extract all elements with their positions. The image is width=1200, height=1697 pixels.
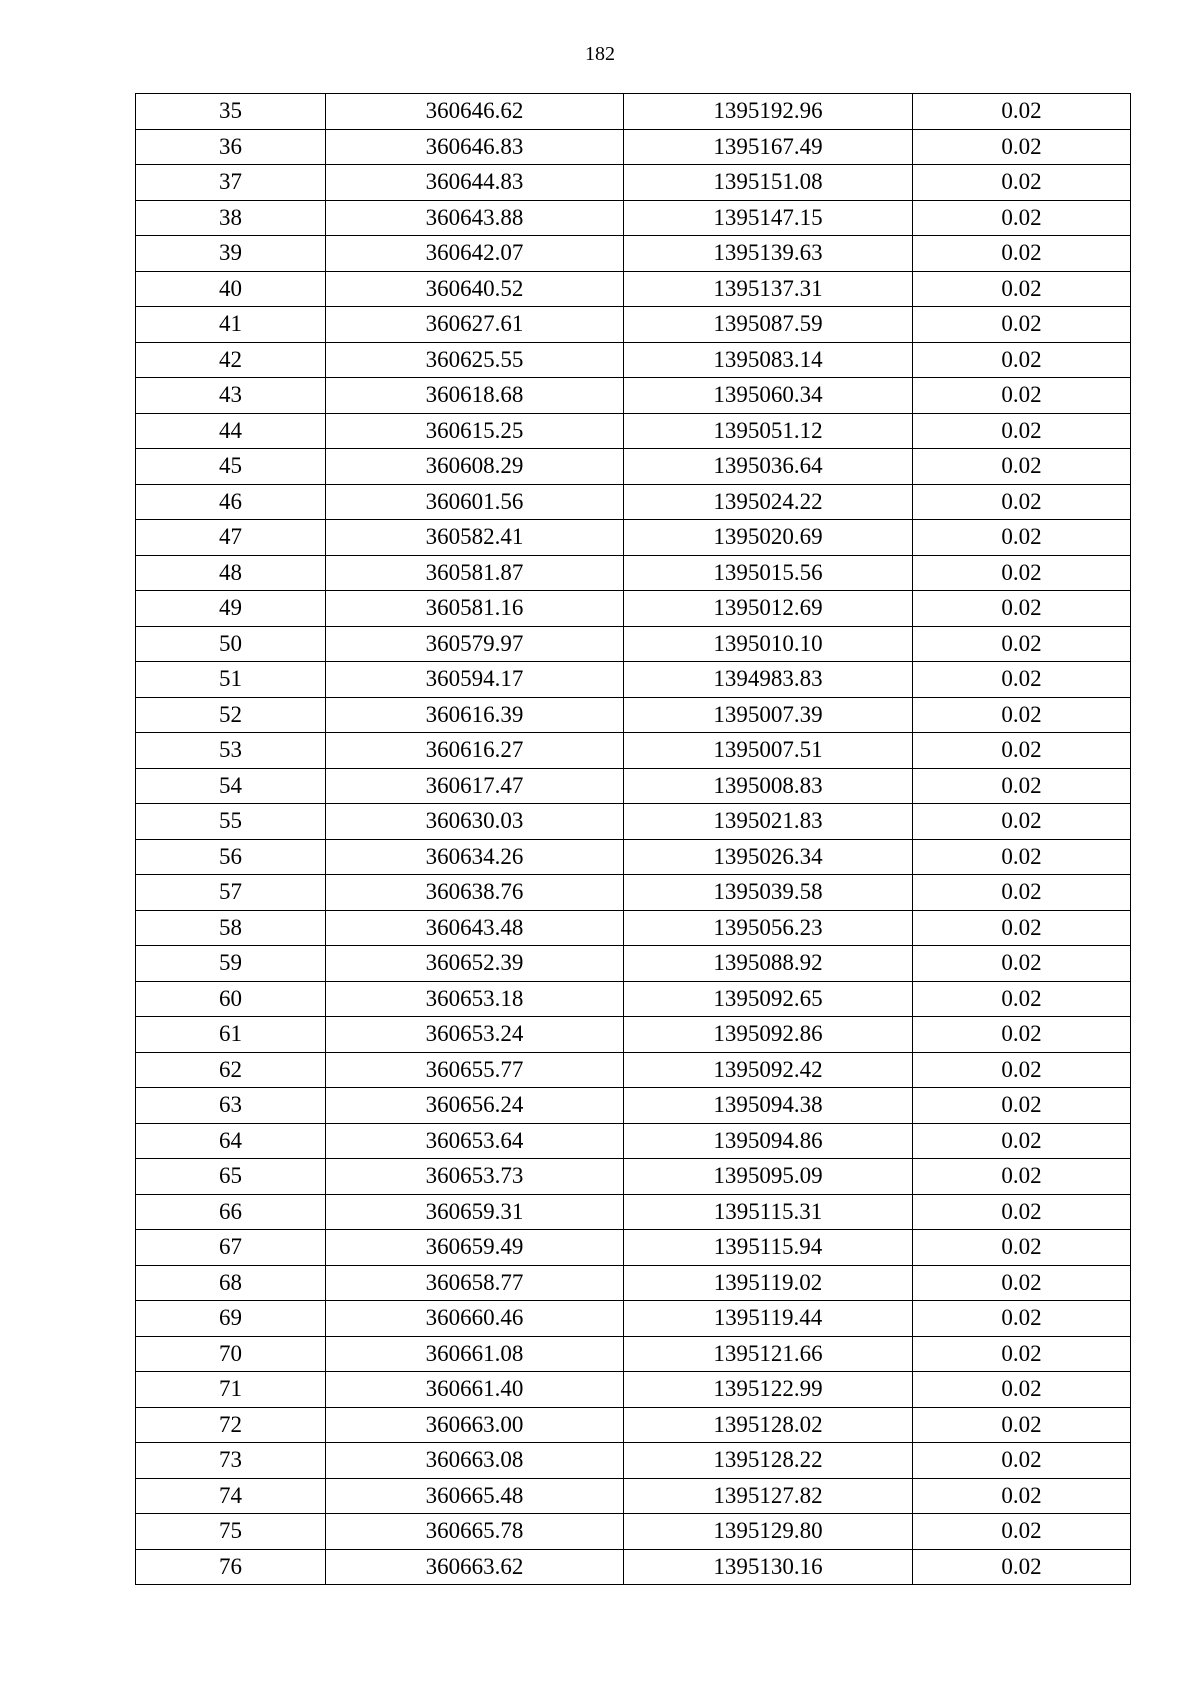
y-coordinate-cell: 1395088.92 xyxy=(624,946,913,982)
point-number-cell: 47 xyxy=(136,520,326,556)
point-number-cell: 48 xyxy=(136,555,326,591)
y-coordinate-cell: 1395020.69 xyxy=(624,520,913,556)
point-number-cell: 58 xyxy=(136,910,326,946)
x-coordinate-cell: 360618.68 xyxy=(326,378,624,414)
table-row xyxy=(136,662,1131,698)
y-coordinate-cell: 1395119.44 xyxy=(624,1301,913,1337)
x-coordinate-cell: 360643.88 xyxy=(326,200,624,236)
error-value-cell: 0.02 xyxy=(913,1123,1131,1159)
error-value-cell: 0.02 xyxy=(913,591,1131,627)
point-number-cell: 63 xyxy=(136,1088,326,1124)
y-coordinate-cell: 1395192.96 xyxy=(624,94,913,130)
point-number-cell: 37 xyxy=(136,165,326,201)
table-row xyxy=(136,129,1131,165)
table-row xyxy=(136,839,1131,875)
error-value-cell: 0.02 xyxy=(913,1301,1131,1337)
x-coordinate-cell: 360640.52 xyxy=(326,271,624,307)
y-coordinate-cell: 1395128.22 xyxy=(624,1443,913,1479)
y-coordinate-cell: 1395115.31 xyxy=(624,1194,913,1230)
error-value-cell: 0.02 xyxy=(913,1407,1131,1443)
x-coordinate-cell: 360658.77 xyxy=(326,1265,624,1301)
x-coordinate-cell: 360646.62 xyxy=(326,94,624,130)
y-coordinate-cell: 1395060.34 xyxy=(624,378,913,414)
x-coordinate-cell: 360616.27 xyxy=(326,733,624,769)
error-value-cell: 0.02 xyxy=(913,1017,1131,1053)
x-coordinate-cell: 360630.03 xyxy=(326,804,624,840)
y-coordinate-cell: 1395010.10 xyxy=(624,626,913,662)
table-row xyxy=(136,1017,1131,1053)
y-coordinate-cell: 1395167.49 xyxy=(624,129,913,165)
y-coordinate-cell: 1395015.56 xyxy=(624,555,913,591)
x-coordinate-cell: 360656.24 xyxy=(326,1088,624,1124)
point-number-cell: 59 xyxy=(136,946,326,982)
x-coordinate-cell: 360646.83 xyxy=(326,129,624,165)
point-number-cell: 71 xyxy=(136,1372,326,1408)
y-coordinate-cell: 1395151.08 xyxy=(624,165,913,201)
point-number-cell: 43 xyxy=(136,378,326,414)
y-coordinate-cell: 1395094.38 xyxy=(624,1088,913,1124)
table-row xyxy=(136,1443,1131,1479)
x-coordinate-cell: 360581.87 xyxy=(326,555,624,591)
error-value-cell: 0.02 xyxy=(913,1088,1131,1124)
point-number-cell: 73 xyxy=(136,1443,326,1479)
x-coordinate-cell: 360627.61 xyxy=(326,307,624,343)
error-value-cell: 0.02 xyxy=(913,1194,1131,1230)
table-row xyxy=(136,591,1131,627)
error-value-cell: 0.02 xyxy=(913,1159,1131,1195)
y-coordinate-cell: 1395092.42 xyxy=(624,1052,913,1088)
x-coordinate-cell: 360655.77 xyxy=(326,1052,624,1088)
error-value-cell: 0.02 xyxy=(913,520,1131,556)
point-number-cell: 60 xyxy=(136,981,326,1017)
x-coordinate-cell: 360625.55 xyxy=(326,342,624,378)
coordinates-table-body xyxy=(136,94,1131,1585)
error-value-cell: 0.02 xyxy=(913,449,1131,485)
point-number-cell: 57 xyxy=(136,875,326,911)
error-value-cell: 0.02 xyxy=(913,1478,1131,1514)
x-coordinate-cell: 360661.08 xyxy=(326,1336,624,1372)
table-row xyxy=(136,555,1131,591)
x-coordinate-cell: 360652.39 xyxy=(326,946,624,982)
point-number-cell: 45 xyxy=(136,449,326,485)
error-value-cell: 0.02 xyxy=(913,981,1131,1017)
table-row xyxy=(136,981,1131,1017)
x-coordinate-cell: 360615.25 xyxy=(326,413,624,449)
table-row xyxy=(136,1301,1131,1337)
y-coordinate-cell: 1395021.83 xyxy=(624,804,913,840)
table-row xyxy=(136,1549,1131,1585)
x-coordinate-cell: 360579.97 xyxy=(326,626,624,662)
error-value-cell: 0.02 xyxy=(913,839,1131,875)
error-value-cell: 0.02 xyxy=(913,1549,1131,1585)
y-coordinate-cell: 1395056.23 xyxy=(624,910,913,946)
y-coordinate-cell: 1395024.22 xyxy=(624,484,913,520)
error-value-cell: 0.02 xyxy=(913,875,1131,911)
table-row xyxy=(136,94,1131,130)
x-coordinate-cell: 360653.24 xyxy=(326,1017,624,1053)
table-row xyxy=(136,1194,1131,1230)
coordinates-table xyxy=(135,93,1131,1585)
error-value-cell: 0.02 xyxy=(913,1443,1131,1479)
error-value-cell: 0.02 xyxy=(913,768,1131,804)
point-number-cell: 35 xyxy=(136,94,326,130)
error-value-cell: 0.02 xyxy=(913,662,1131,698)
error-value-cell: 0.02 xyxy=(913,165,1131,201)
x-coordinate-cell: 360661.40 xyxy=(326,1372,624,1408)
error-value-cell: 0.02 xyxy=(913,1372,1131,1408)
point-number-cell: 40 xyxy=(136,271,326,307)
error-value-cell: 0.02 xyxy=(913,697,1131,733)
x-coordinate-cell: 360601.56 xyxy=(326,484,624,520)
x-coordinate-cell: 360643.48 xyxy=(326,910,624,946)
point-number-cell: 69 xyxy=(136,1301,326,1337)
y-coordinate-cell: 1395137.31 xyxy=(624,271,913,307)
error-value-cell: 0.02 xyxy=(913,200,1131,236)
point-number-cell: 68 xyxy=(136,1265,326,1301)
point-number-cell: 66 xyxy=(136,1194,326,1230)
point-number-cell: 41 xyxy=(136,307,326,343)
y-coordinate-cell: 1395012.69 xyxy=(624,591,913,627)
table-row xyxy=(136,1514,1131,1550)
x-coordinate-cell: 360644.83 xyxy=(326,165,624,201)
y-coordinate-cell: 1395008.83 xyxy=(624,768,913,804)
y-coordinate-cell: 1395092.86 xyxy=(624,1017,913,1053)
x-coordinate-cell: 360663.62 xyxy=(326,1549,624,1585)
y-coordinate-cell: 1395007.39 xyxy=(624,697,913,733)
error-value-cell: 0.02 xyxy=(913,1230,1131,1266)
table-row xyxy=(136,1088,1131,1124)
table-row xyxy=(136,413,1131,449)
y-coordinate-cell: 1395119.02 xyxy=(624,1265,913,1301)
point-number-cell: 67 xyxy=(136,1230,326,1266)
y-coordinate-cell: 1395127.82 xyxy=(624,1478,913,1514)
error-value-cell: 0.02 xyxy=(913,129,1131,165)
point-number-cell: 72 xyxy=(136,1407,326,1443)
point-number-cell: 62 xyxy=(136,1052,326,1088)
table-row xyxy=(136,697,1131,733)
point-number-cell: 75 xyxy=(136,1514,326,1550)
x-coordinate-cell: 360659.49 xyxy=(326,1230,624,1266)
table-row xyxy=(136,1159,1131,1195)
table-row xyxy=(136,946,1131,982)
error-value-cell: 0.02 xyxy=(913,94,1131,130)
point-number-cell: 52 xyxy=(136,697,326,733)
y-coordinate-cell: 1395083.14 xyxy=(624,342,913,378)
x-coordinate-cell: 360660.46 xyxy=(326,1301,624,1337)
x-coordinate-cell: 360665.78 xyxy=(326,1514,624,1550)
table-row xyxy=(136,378,1131,414)
table-row xyxy=(136,307,1131,343)
point-number-cell: 51 xyxy=(136,662,326,698)
y-coordinate-cell: 1395051.12 xyxy=(624,413,913,449)
y-coordinate-cell: 1395122.99 xyxy=(624,1372,913,1408)
x-coordinate-cell: 360582.41 xyxy=(326,520,624,556)
table-row xyxy=(136,342,1131,378)
error-value-cell: 0.02 xyxy=(913,236,1131,272)
table-row xyxy=(136,1336,1131,1372)
point-number-cell: 50 xyxy=(136,626,326,662)
error-value-cell: 0.02 xyxy=(913,1265,1131,1301)
x-coordinate-cell: 360663.00 xyxy=(326,1407,624,1443)
error-value-cell: 0.02 xyxy=(913,342,1131,378)
x-coordinate-cell: 360638.76 xyxy=(326,875,624,911)
point-number-cell: 56 xyxy=(136,839,326,875)
table-row xyxy=(136,1123,1131,1159)
point-number-cell: 64 xyxy=(136,1123,326,1159)
table-row xyxy=(136,484,1131,520)
y-coordinate-cell: 1395092.65 xyxy=(624,981,913,1017)
y-coordinate-cell: 1395039.58 xyxy=(624,875,913,911)
point-number-cell: 42 xyxy=(136,342,326,378)
table-row xyxy=(136,1478,1131,1514)
error-value-cell: 0.02 xyxy=(913,413,1131,449)
y-coordinate-cell: 1395087.59 xyxy=(624,307,913,343)
table-row xyxy=(136,626,1131,662)
y-coordinate-cell: 1395130.16 xyxy=(624,1549,913,1585)
x-coordinate-cell: 360665.48 xyxy=(326,1478,624,1514)
error-value-cell: 0.02 xyxy=(913,733,1131,769)
y-coordinate-cell: 1394983.83 xyxy=(624,662,913,698)
y-coordinate-cell: 1395121.66 xyxy=(624,1336,913,1372)
table-row xyxy=(136,520,1131,556)
point-number-cell: 74 xyxy=(136,1478,326,1514)
error-value-cell: 0.02 xyxy=(913,307,1131,343)
x-coordinate-cell: 360594.17 xyxy=(326,662,624,698)
table-row xyxy=(136,768,1131,804)
y-coordinate-cell: 1395026.34 xyxy=(624,839,913,875)
table-row xyxy=(136,271,1131,307)
point-number-cell: 38 xyxy=(136,200,326,236)
error-value-cell: 0.02 xyxy=(913,946,1131,982)
error-value-cell: 0.02 xyxy=(913,271,1131,307)
error-value-cell: 0.02 xyxy=(913,804,1131,840)
y-coordinate-cell: 1395147.15 xyxy=(624,200,913,236)
y-coordinate-cell: 1395129.80 xyxy=(624,1514,913,1550)
table-row xyxy=(136,1372,1131,1408)
table-row xyxy=(136,200,1131,236)
x-coordinate-cell: 360634.26 xyxy=(326,839,624,875)
table-row xyxy=(136,804,1131,840)
error-value-cell: 0.02 xyxy=(913,484,1131,520)
table-row xyxy=(136,449,1131,485)
y-coordinate-cell: 1395036.64 xyxy=(624,449,913,485)
point-number-cell: 61 xyxy=(136,1017,326,1053)
point-number-cell: 53 xyxy=(136,733,326,769)
y-coordinate-cell: 1395095.09 xyxy=(624,1159,913,1195)
point-number-cell: 54 xyxy=(136,768,326,804)
x-coordinate-cell: 360659.31 xyxy=(326,1194,624,1230)
table-row xyxy=(136,875,1131,911)
x-coordinate-cell: 360642.07 xyxy=(326,236,624,272)
point-number-cell: 39 xyxy=(136,236,326,272)
x-coordinate-cell: 360653.64 xyxy=(326,1123,624,1159)
y-coordinate-cell: 1395139.63 xyxy=(624,236,913,272)
page-number: 182 xyxy=(585,43,615,65)
table-row xyxy=(136,1265,1131,1301)
table-row xyxy=(136,1052,1131,1088)
x-coordinate-cell: 360608.29 xyxy=(326,449,624,485)
y-coordinate-cell: 1395115.94 xyxy=(624,1230,913,1266)
error-value-cell: 0.02 xyxy=(913,378,1131,414)
x-coordinate-cell: 360616.39 xyxy=(326,697,624,733)
point-number-cell: 65 xyxy=(136,1159,326,1195)
point-number-cell: 44 xyxy=(136,413,326,449)
point-number-cell: 36 xyxy=(136,129,326,165)
point-number-cell: 70 xyxy=(136,1336,326,1372)
error-value-cell: 0.02 xyxy=(913,626,1131,662)
error-value-cell: 0.02 xyxy=(913,1514,1131,1550)
error-value-cell: 0.02 xyxy=(913,910,1131,946)
table-row xyxy=(136,236,1131,272)
x-coordinate-cell: 360653.18 xyxy=(326,981,624,1017)
y-coordinate-cell: 1395007.51 xyxy=(624,733,913,769)
error-value-cell: 0.02 xyxy=(913,555,1131,591)
x-coordinate-cell: 360581.16 xyxy=(326,591,624,627)
table-row xyxy=(136,1230,1131,1266)
point-number-cell: 76 xyxy=(136,1549,326,1585)
x-coordinate-cell: 360653.73 xyxy=(326,1159,624,1195)
x-coordinate-cell: 360617.47 xyxy=(326,768,624,804)
point-number-cell: 55 xyxy=(136,804,326,840)
error-value-cell: 0.02 xyxy=(913,1052,1131,1088)
table-row xyxy=(136,733,1131,769)
error-value-cell: 0.02 xyxy=(913,1336,1131,1372)
table-row xyxy=(136,1407,1131,1443)
x-coordinate-cell: 360663.08 xyxy=(326,1443,624,1479)
y-coordinate-cell: 1395094.86 xyxy=(624,1123,913,1159)
point-number-cell: 46 xyxy=(136,484,326,520)
y-coordinate-cell: 1395128.02 xyxy=(624,1407,913,1443)
table-row xyxy=(136,165,1131,201)
table-row xyxy=(136,910,1131,946)
point-number-cell: 49 xyxy=(136,591,326,627)
